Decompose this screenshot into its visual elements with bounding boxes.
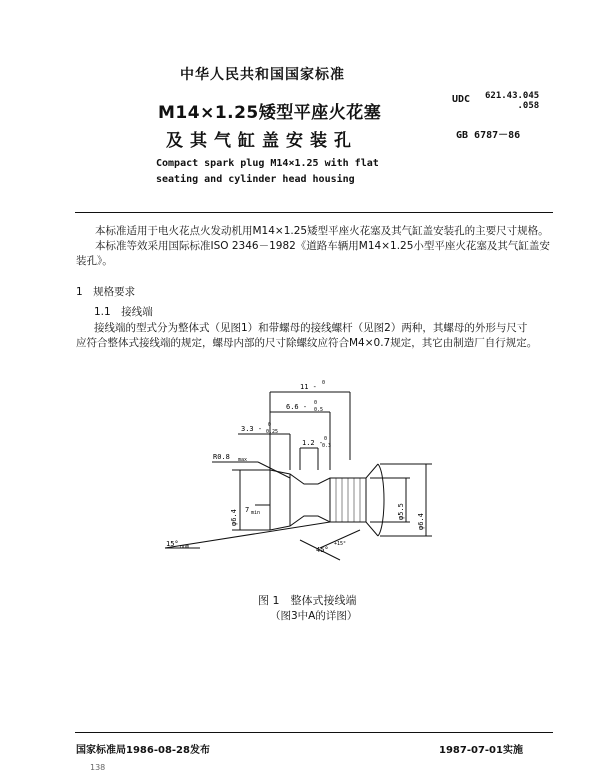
section-paragraph-cont: 应符合整体式接线端的规定，螺母内部的尺寸除螺纹应符合M4×0.7规定，其它由制造厂自行规定。 xyxy=(76,337,538,349)
dim-11-tol: 0 xyxy=(322,380,326,386)
standard-title: 中华人民共和国国家标准 xyxy=(180,67,345,83)
dim-phi-6-4-left: φ6.4 xyxy=(230,509,238,526)
english-title-line1: Compact spark plug M14×1.25 with flat xyxy=(156,158,379,169)
dim-6-6-tol-lower: 0.5 xyxy=(314,407,324,413)
dim-11: 11 - xyxy=(300,383,317,391)
dim-phi-6-4-right: φ6.4 xyxy=(417,513,425,530)
dim-45: 45° xyxy=(316,546,329,554)
udc-number-line2: .058 xyxy=(517,101,540,111)
footer-divider xyxy=(75,732,553,733)
dim-15-sub: nom xyxy=(180,544,190,550)
english-title-line2: seating and cylinder head housing xyxy=(156,174,355,185)
udc-number-line1: 621.43.045 xyxy=(485,91,540,101)
issued-date: 国家标准局1986-08-28发布 xyxy=(76,745,210,756)
intro-paragraph-2: 本标准等效采用国际标准ISO 2346－1982《道路车辆用M14×1.25小型平座火花塞及其气缸盖安 xyxy=(95,240,550,252)
figure-caption: 图 1 整体式接线端 xyxy=(258,594,357,607)
dim-6-6: 6.6 - xyxy=(286,403,308,411)
gb-number: GB 6787－86 xyxy=(456,130,521,141)
dim-1-2-tol-upper: 0 xyxy=(324,436,328,442)
udc-number xyxy=(485,91,539,111)
dim-6-6-tol-upper: 0 xyxy=(314,400,318,406)
dim-3-3-tol-lower: 0.25 xyxy=(266,429,279,435)
implemented-date: 1987-07-01实施 xyxy=(439,745,523,756)
page-number: 138 xyxy=(90,763,106,772)
subsection-heading: 1.1 接线端 xyxy=(94,306,153,318)
dim-3-3: 3.3 - xyxy=(241,425,263,433)
section-heading: 1 规格要求 xyxy=(76,286,136,298)
title-line2: 及其气缸盖安装孔 xyxy=(166,131,358,151)
dim-r0-8-sub: max xyxy=(238,457,248,463)
intro-paragraph-1: 本标准适用于电火花点火发动机用M14×1.25矮型平座火花塞及其气缸盖安装孔的主要尺寸规格。 xyxy=(95,225,549,237)
header-divider xyxy=(75,212,553,213)
dim-phi-5-5: φ5.5 xyxy=(397,503,405,520)
dim-r0-8: R0.8 xyxy=(213,453,230,461)
figure-sub-caption: （图3中A的详图） xyxy=(270,610,358,622)
dimension-labels xyxy=(166,380,425,554)
dim-7-sub: min xyxy=(251,510,261,516)
dim-3-3-tol-upper: 0 xyxy=(268,422,272,428)
dim-7: 7 xyxy=(245,506,250,514)
title-line1: M14×1.25矮型平座火花塞 xyxy=(158,103,382,123)
intro-paragraph-2-cont: 装孔》。 xyxy=(76,255,113,267)
dim-1-2-tol-lower: 0.3 xyxy=(322,443,332,449)
dim-45-tol: +15° xyxy=(334,541,347,547)
udc-label: UDC xyxy=(452,94,471,105)
dim-15: 15° xyxy=(166,540,179,548)
section-paragraph: 接线端的型式分为整体式（见图1）和带螺母的接线螺杆（见图2）两种，其螺母的外形与尺寸 xyxy=(94,322,528,334)
dim-1-2: 1.2 - xyxy=(302,439,324,447)
